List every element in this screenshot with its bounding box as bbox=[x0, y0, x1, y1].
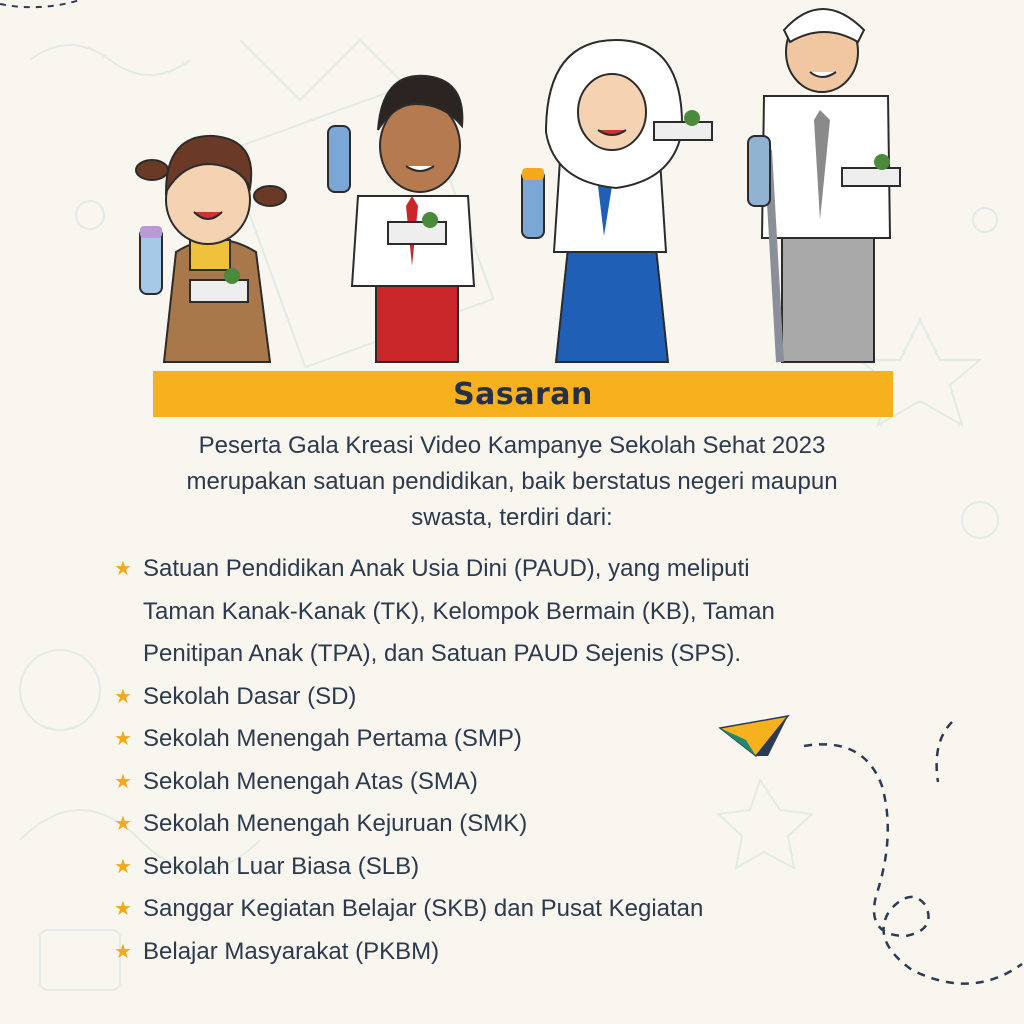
intro-line: Peserta Gala Kreasi Video Kampanye Sekolah Sehat 2023 bbox=[198, 432, 826, 459]
list-item-line: Satuan Pendidikan Anak Usia Dini (PAUD), yang meliputi bbox=[143, 555, 750, 582]
student-sd bbox=[328, 76, 474, 362]
title-banner bbox=[153, 371, 893, 417]
list-item-line: Sekolah Dasar (SD) bbox=[143, 682, 357, 710]
star-bullet-icon: ★ bbox=[114, 728, 132, 750]
list-item bbox=[112, 548, 912, 676]
list-item-line: Penitipan Anak (TPA), dan Satuan PAUD Sejenis (SPS). bbox=[143, 640, 742, 667]
list-item-line: Sekolah Luar Biasa (SLB) bbox=[143, 852, 420, 880]
intro-paragraph bbox=[80, 428, 944, 536]
student-sma-crutch bbox=[748, 9, 900, 362]
student-paud bbox=[136, 136, 286, 362]
student-smp-hijab bbox=[522, 40, 712, 362]
star-bullet-icon: ★ bbox=[114, 898, 132, 920]
page-title: Sasaran bbox=[453, 376, 593, 412]
list-item-line: Sekolah Menengah Atas (SMA) bbox=[143, 767, 478, 795]
list-item-line: Sekolah Menengah Kejuruan (SMK) bbox=[143, 810, 528, 837]
star-bullet-icon: ★ bbox=[114, 558, 132, 580]
paper-plane-icon bbox=[720, 716, 788, 756]
list-item-line: Sekolah Menengah Pertama (SMP) bbox=[143, 725, 522, 752]
dashed-trail bbox=[804, 744, 1022, 983]
paper-plane-decoration bbox=[716, 712, 1024, 1002]
star-bullet-icon: ★ bbox=[114, 813, 132, 835]
list-item-line: Taman Kanak-Kanak (TK), Kelompok Bermain (KB), Taman bbox=[143, 597, 775, 625]
star-bullet-icon: ★ bbox=[114, 770, 132, 793]
star-bullet-icon: ★ bbox=[114, 855, 132, 878]
list-item-line: Belajar Masyarakat (PKBM) bbox=[143, 937, 440, 965]
star-bullet-icon: ★ bbox=[114, 940, 132, 963]
list-item-line: Sanggar Kegiatan Belajar (SKB) dan Pusat Kegiatan bbox=[143, 895, 704, 922]
intro-line: swasta, terdiri dari: bbox=[411, 504, 613, 531]
students-illustration bbox=[120, 0, 920, 370]
intro-line: merupakan satuan pendidikan, baik berstatus negeri maupun bbox=[186, 468, 838, 495]
star-bullet-icon: ★ bbox=[114, 685, 132, 708]
